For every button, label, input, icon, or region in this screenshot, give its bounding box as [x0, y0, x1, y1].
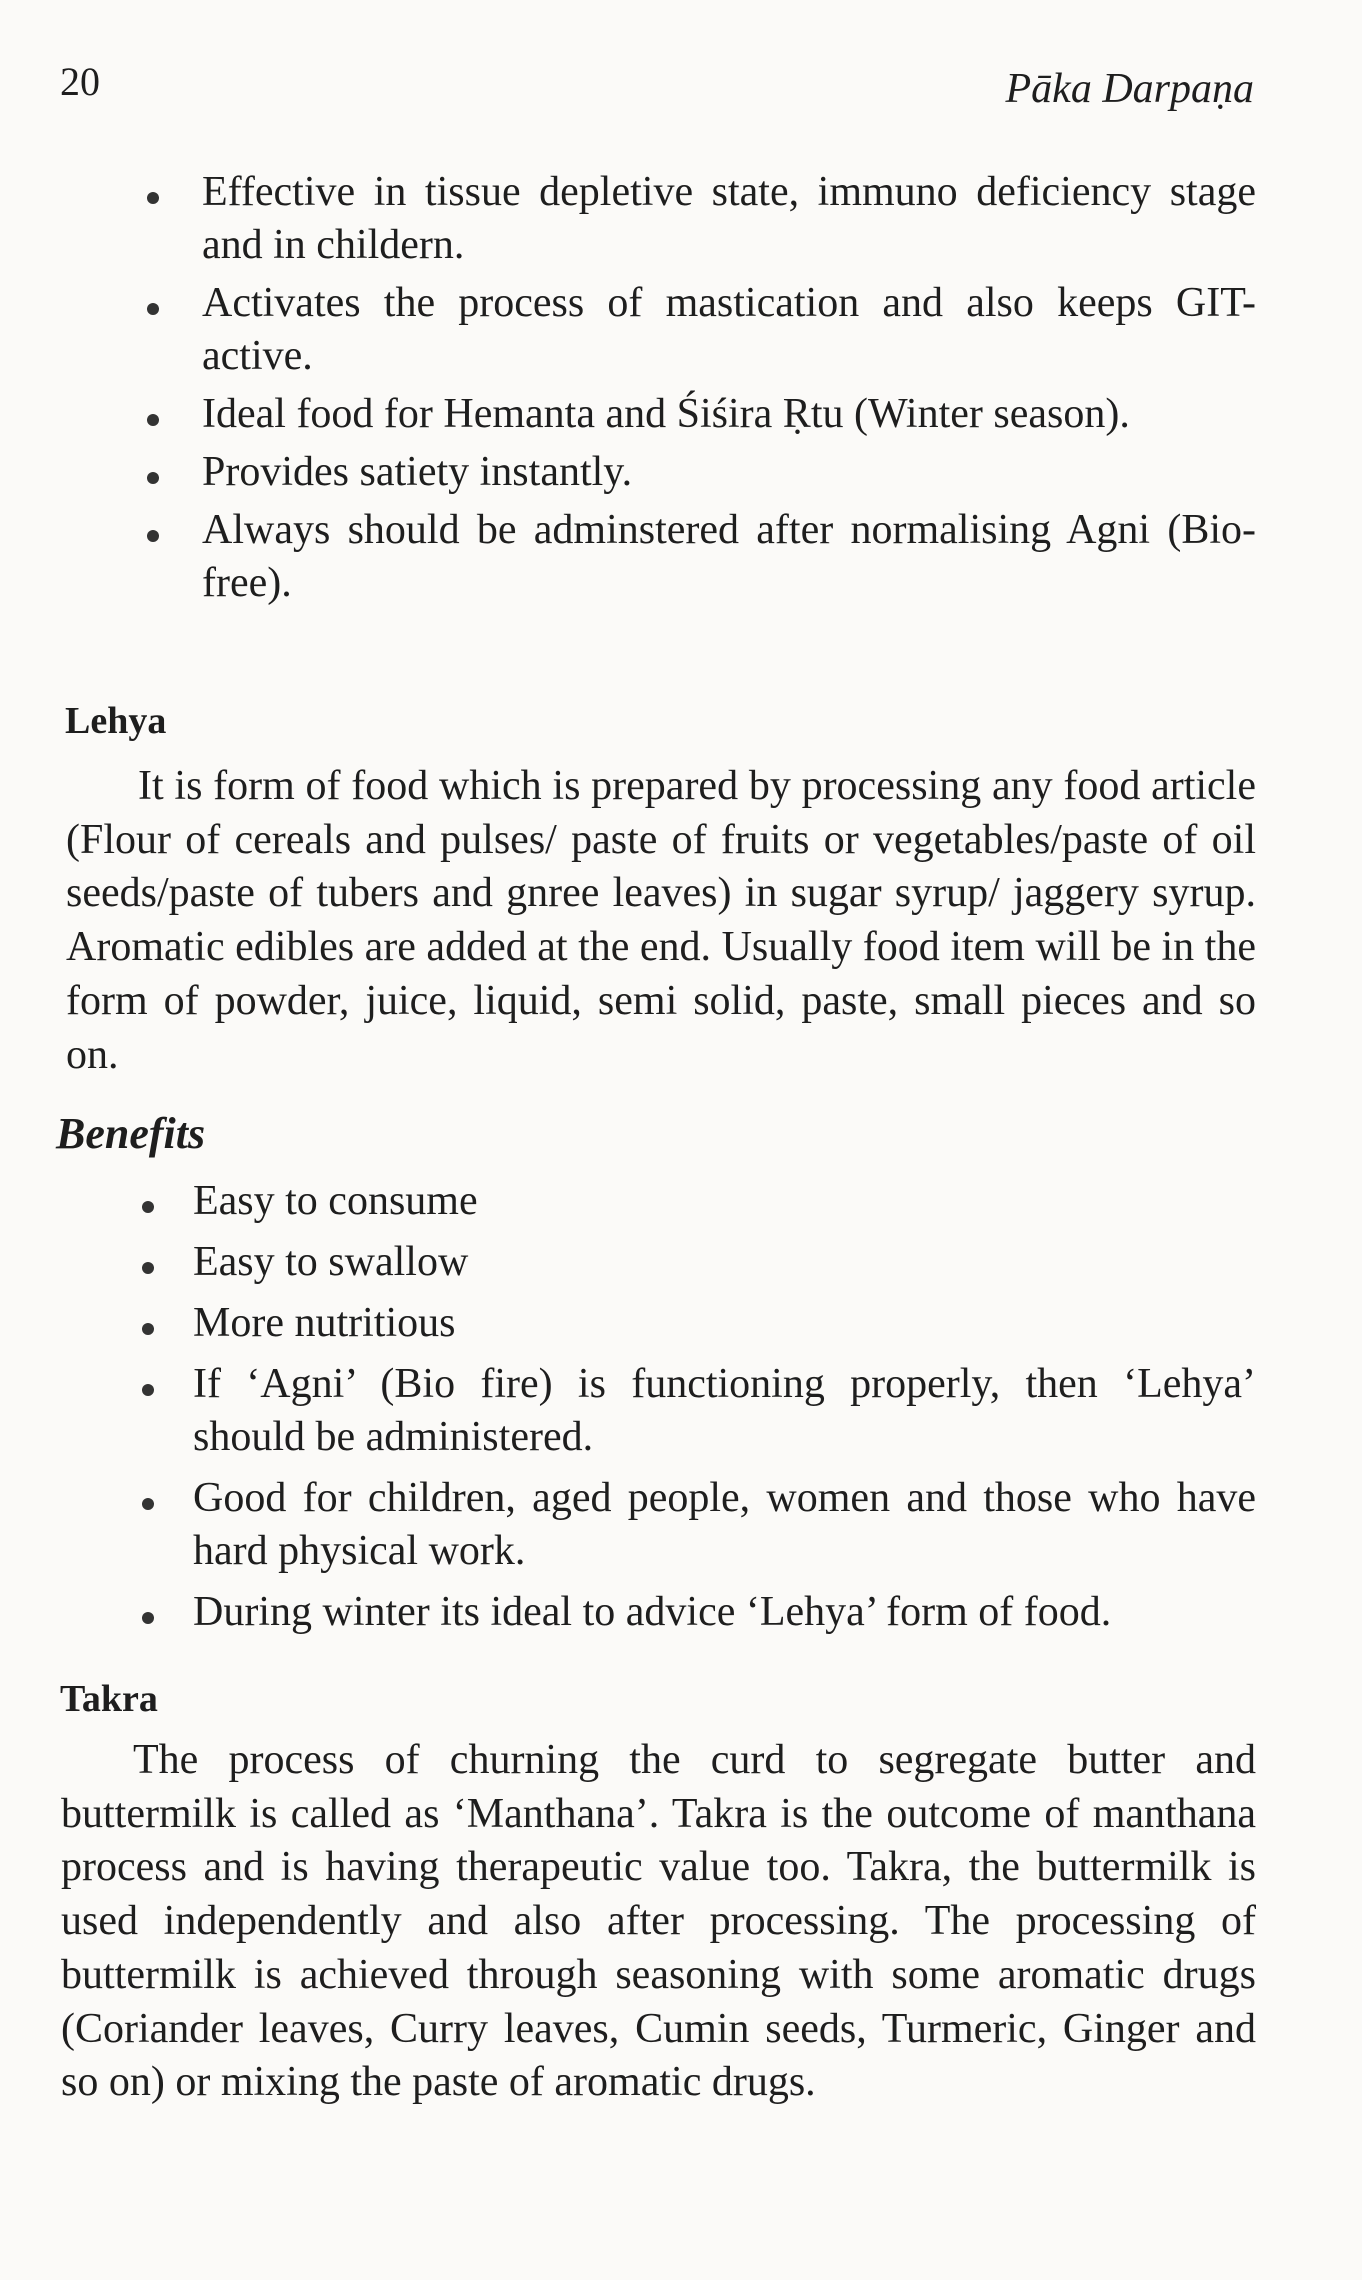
lehya-paragraph: It is form of food which is prepared by processing any food article (Flour of cereals and pulses/ paste of fruits or vegetables/paste of oil seeds/paste of tubers and gnree leaves) in sugar syrup/ jaggery syrup. Aromatic edibles are added at the end. Usually food item will be in the form of powder, juice, liquid, semi solid, paste, small pieces and so on. [66, 763, 1256, 1078]
section-heading-takra: Takra [60, 1678, 158, 1720]
list-item [193, 1236, 1256, 1289]
list-item [202, 504, 1256, 610]
list-item [202, 446, 1256, 499]
intro-bullet-list [202, 166, 1256, 615]
bullet-icon [147, 192, 159, 204]
list-item-text: Effective in tissue depletive state, immuno deficiency stage and in childern. [202, 169, 1256, 268]
list-item-text: Activates the process of mastication and also keeps GIT- active. [202, 280, 1256, 379]
bullet-icon [142, 1384, 154, 1396]
list-item-text: Easy to swallow [193, 1239, 469, 1285]
bullet-icon [142, 1498, 154, 1510]
benefits-heading: Benefits [56, 1109, 206, 1158]
bullet-icon [142, 1612, 154, 1624]
list-item-text: Provides satiety instantly. [202, 449, 633, 495]
list-item-text: If ‘Agni’ (Bio fire) is functioning properly, then ‘Lehya’ should be administered. [193, 1361, 1256, 1460]
list-item-text: During winter its ideal to advice ‘Lehya’ form of food. [193, 1589, 1112, 1635]
bullet-icon [147, 530, 159, 542]
list-item [193, 1297, 1256, 1350]
bullet-icon [147, 472, 159, 484]
list-item-text: More nutritious [193, 1300, 456, 1346]
bullet-icon [147, 303, 159, 315]
list-item-text: Easy to consume [193, 1178, 478, 1224]
list-item-text: Good for children, aged people, women and those who have hard physical work. [193, 1475, 1256, 1574]
list-item [193, 1358, 1256, 1464]
takra-paragraph: The process of churning the curd to segregate butter and buttermilk is called as ‘Manthana’. Takra is the outcome of manthana process and is having therapeutic value too. Takra, the buttermilk is used independently and also after processing. The processing of buttermilk is achieved through seasoning with some aromatic drugs (Coriander leaves, Curry leaves, Cumin seeds, Turmeric, Ginger and so on) or mixing the paste of aromatic drugs. [61, 1737, 1256, 2106]
list-item [202, 277, 1256, 383]
list-item [193, 1175, 1256, 1228]
list-item [202, 388, 1256, 441]
list-item [193, 1472, 1256, 1578]
list-item [193, 1586, 1256, 1639]
page-number: 20 [60, 59, 100, 104]
list-item-text: Always should be adminstered after normalising Agni (Bio- free). [202, 507, 1256, 606]
list-item [202, 166, 1256, 272]
section-heading-lehya: Lehya [65, 700, 167, 742]
bullet-icon [142, 1323, 154, 1335]
benefits-bullet-list [193, 1175, 1256, 1647]
bullet-icon [147, 414, 159, 426]
list-item-text: Ideal food for Hemanta and Śiśira Ṛtu (Winter season). [202, 391, 1130, 437]
bullet-icon [142, 1262, 154, 1274]
bullet-icon [142, 1201, 154, 1213]
running-title: Pāka Darpaṇa [1005, 66, 1254, 112]
